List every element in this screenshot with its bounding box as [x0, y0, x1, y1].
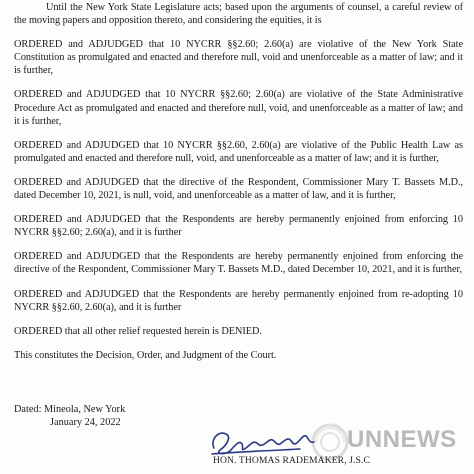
intro-paragraph: Until the New York State Legislature acts; based upon the arguments of counsel, a careful review of the moving papers and opposition thereto, and considering the equities, it is [14, 2, 463, 27]
judge-name: HON. THOMAS RADEMAKER, J.S.C [213, 455, 370, 466]
ordered-paragraph-enjoin-enforcing-rule: ORDERED and ADJUDGED that the Respondents are hereby permanently enjoined from enforcing 10 NYCRR §§2.60; 2.60(a), and it is further [14, 214, 463, 239]
dated-location: Dated: Mineola, New York [14, 404, 126, 415]
ordered-paragraph-enjoin-enforcing-directive: ORDERED and ADJUDGED that the Respondents are hereby permanently enjoined from enforcing the directive of the Respondent, Commissioner Mary T. Bassets M.D., dated December 10, 2021, and it is further, [14, 251, 463, 276]
ordered-paragraph-denied: ORDERED that all other relief requested herein is DENIED. [14, 325, 262, 337]
dated-date: January 24, 2022 [50, 417, 121, 429]
dated-block [14, 403, 214, 429]
ordered-paragraph-public-health-law: ORDERED and ADJUDGED that 10 NYCRR §§2.60, 2.60(a) are violative of the Public Health Law as promulgated and enacted and therefore null, void, and unenforceable as a matter of law; and it is further, [14, 139, 463, 164]
decision-statement: This constitutes the Decision, Order, and Judgment of the Court. [14, 349, 277, 361]
ordered-paragraph-sapa: ORDERED and ADJUDGED that 10 NYCRR §§2.60; 2.60(a) are violative of the State Administrative Procedure Act as promulgated and enacted and therefore null, void, and unenforceable as a matter of law; and it is further, [14, 89, 463, 127]
ordered-paragraph-enjoin-readopting: ORDERED and ADJUDGED that the Respondents are hereby permanently enjoined from re-adopting 10 NYCRR §§2.60, 2.60(a), and it is further [14, 288, 463, 313]
ordered-paragraph-directive-void: ORDERED and ADJUDGED that the directive of the Respondent, Commissioner Mary T. Bassets M.D., dated December 10, 2021, is null, void, and unenforceable as a matter of law, and it is further, [14, 176, 463, 202]
order-body [14, 0, 463, 373]
ordered-paragraph-constitution: ORDERED and ADJUDGED that 10 NYCRR §§2.60; 2.60(a) are violative of the New York State Constitution as promulgated and enacted and therefore null, void and unenforceable as a matter of law; and it is further, [14, 39, 463, 77]
watermark-text: UNNEWS [347, 426, 457, 453]
